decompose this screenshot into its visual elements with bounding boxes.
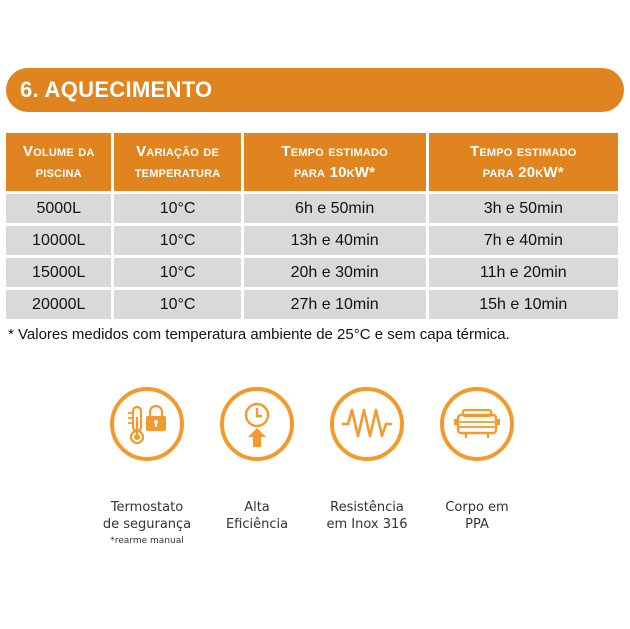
cell-time-20kw: 15h e 10min bbox=[429, 290, 618, 319]
feature-label-line: de segurança bbox=[102, 517, 192, 532]
table-row bbox=[6, 194, 618, 223]
feature-label-line: Termostato bbox=[110, 500, 184, 515]
feature-label-line: Eficiência bbox=[225, 517, 289, 532]
cell-time-10kw: 27h e 10min bbox=[244, 290, 426, 319]
header-volume: Volume da piscina bbox=[6, 133, 111, 191]
section-title-bar bbox=[6, 68, 624, 112]
ppa-body-icon bbox=[440, 387, 514, 461]
feature-label-line: PPA bbox=[465, 517, 489, 532]
feature-sublabel: *rearme manual bbox=[110, 536, 184, 546]
cell-time-10kw: 20h e 30min bbox=[244, 258, 426, 287]
resistance-coil-icon bbox=[330, 387, 404, 461]
cell-time-20kw: 3h e 50min bbox=[429, 194, 618, 223]
feature-label-line: Corpo em bbox=[445, 500, 509, 515]
header-time-10kw: Tempo estimado para 10kW* bbox=[244, 133, 426, 191]
efficiency-icon bbox=[220, 387, 294, 461]
cell-volume: 5000L bbox=[6, 194, 111, 223]
cell-time-10kw: 6h e 50min bbox=[244, 194, 426, 223]
cell-temperature: 10°C bbox=[114, 226, 240, 255]
cell-volume: 10000L bbox=[6, 226, 111, 255]
footnote: * Valores medidos com temperatura ambiente de 25°C e sem capa térmica. bbox=[8, 326, 510, 343]
feature-inox-resistance bbox=[312, 387, 422, 533]
heating-table bbox=[3, 130, 621, 322]
feature-ppa-body bbox=[422, 387, 532, 533]
table-row bbox=[6, 258, 618, 287]
cell-volume: 15000L bbox=[6, 258, 111, 287]
table-row bbox=[6, 290, 618, 319]
cell-time-10kw: 13h e 40min bbox=[244, 226, 426, 255]
cell-time-20kw: 11h e 20min bbox=[429, 258, 618, 287]
table-header-row bbox=[6, 133, 618, 191]
header-temperature-variation: Variação de temperatura bbox=[114, 133, 240, 191]
section-title: 6. AQUECIMENTO bbox=[20, 77, 213, 102]
feature-label-line: em Inox 316 bbox=[326, 517, 408, 532]
table-row bbox=[6, 226, 618, 255]
thermometer-lock-icon bbox=[110, 387, 184, 461]
cell-time-20kw: 7h e 40min bbox=[429, 226, 618, 255]
feature-safety-thermostat bbox=[92, 387, 202, 546]
cell-volume: 20000L bbox=[6, 290, 111, 319]
cell-temperature: 10°C bbox=[114, 290, 240, 319]
features-row bbox=[92, 387, 532, 567]
header-time-20kw: Tempo estimado para 20kW* bbox=[429, 133, 618, 191]
feature-label-line: Alta bbox=[244, 500, 270, 515]
cell-temperature: 10°C bbox=[114, 194, 240, 223]
feature-label-line: Resistência bbox=[330, 500, 404, 515]
cell-temperature: 10°C bbox=[114, 258, 240, 287]
feature-high-efficiency bbox=[202, 387, 312, 533]
